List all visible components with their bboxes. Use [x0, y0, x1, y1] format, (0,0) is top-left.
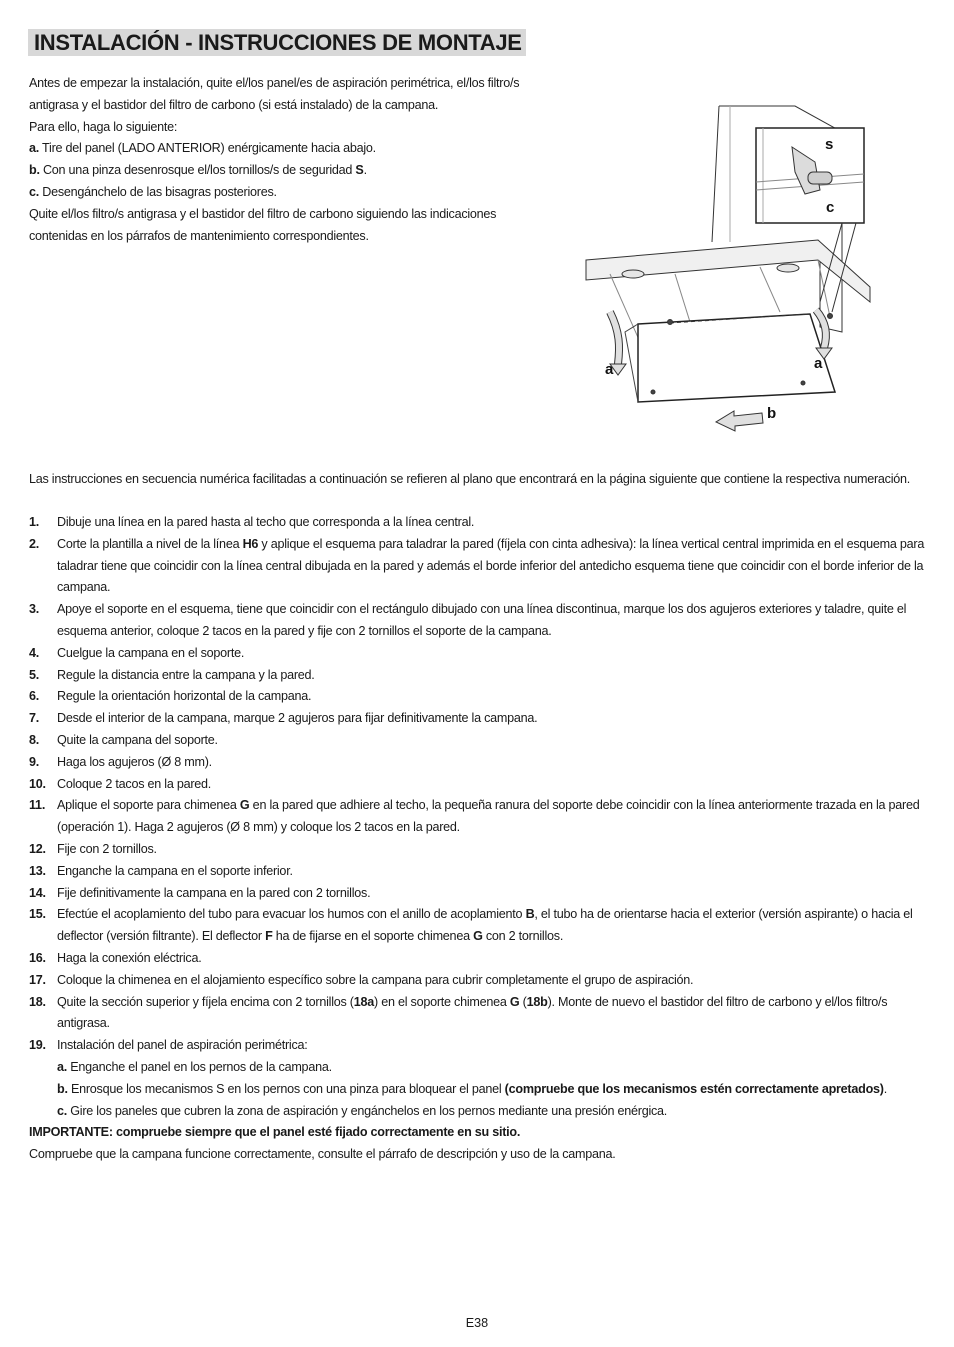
step-text [57, 795, 929, 839]
substep-label: b. [57, 1081, 68, 1096]
intro-line: Quite el/los filtro/s antigrasa y el bastidor del filtro de carbono siguiendo las indicaciones [29, 206, 497, 221]
step-bold: G [509, 994, 520, 1009]
step-text: Desde el interior de la campana, marque 2 agujeros para fijar definitivamente la campana. [57, 711, 538, 726]
substep-a [29, 1057, 929, 1079]
step-number: 4. [29, 645, 40, 660]
step-number: 15. [29, 907, 46, 922]
step-text: Regule la distancia entre la campana y la pared. [57, 667, 315, 682]
step-number: 2. [29, 536, 40, 551]
list-item [29, 992, 929, 1036]
substep-text: Enrosque los mecanismos S en los pernos con una pinza para bloquear el panel [67, 1081, 505, 1096]
step-text-end: . [363, 163, 367, 178]
step-bold: B [525, 907, 535, 922]
step-text-part: ha de fijarse en el soporte chimenea [272, 929, 474, 944]
step-text-part: ). Monte de nuevo el bastidor del filtro de carbono y el/los filtro/s antigrasa. [57, 994, 888, 1031]
substep-bold: (compruebe que los mecanismos estén correctamente apretados) [504, 1081, 884, 1096]
list-item [29, 904, 929, 948]
list-item [29, 774, 929, 796]
list-item [29, 970, 929, 992]
list-item [29, 534, 929, 599]
list-item [29, 1035, 929, 1057]
step-number: 17. [29, 972, 46, 987]
step-number: 6. [29, 689, 40, 704]
list-item [29, 948, 929, 970]
step-text: Regule la orientación horizontal de la campana. [57, 689, 312, 704]
step-number: 12. [29, 841, 46, 856]
step-text: Con una pinza desenrosque el/los tornillos/s de seguridad [42, 163, 353, 178]
step-text: Coloque la chimenea en el alojamiento específico sobre la campana para cubrir completamente el grupo de aspiración. [57, 972, 694, 987]
step-text: Haga la conexión eléctrica. [57, 950, 202, 965]
list-item [29, 752, 929, 774]
step-text [57, 534, 929, 599]
list-item [29, 883, 929, 905]
step-text-part: en la pared que adhiere al techo, la pequeña ranura del soporte debe coincidir con la línea anteriormente trazada en la pared (operación 1). Haga 2 agujeros (Ø 8 mm) y coloque los 2 tacos en la pared. [57, 798, 920, 835]
list-item [29, 599, 929, 643]
closing-note: Compruebe que la campana funcione correctamente, consulte el párrafo de descripción y uso de la campana. [29, 1147, 616, 1162]
step-text-part: y aplique el esquema para taladrar la pared (fíjela con cinta adhesiva): la línea vertical central imprimida en el esquema para taladrar tiene que coincidir con la línea central dibujada en la pared y además el borde inferior del antedicho esquema tiene que coincidir con el borde inferior de la campana. [57, 536, 925, 595]
step-number: 16. [29, 950, 46, 965]
substep-text: Gire los paneles que cubren la zona de aspiración y engánchelos en los pernos mediante una presión enérgica. [67, 1103, 668, 1118]
list-item [29, 512, 929, 534]
step-text-part: ) en el soporte chimenea [374, 994, 510, 1009]
hood-panel-removal-diagram [580, 102, 872, 436]
step-text: Desengánchelo de las bisagras posteriores. [42, 184, 277, 199]
substep-b [29, 1079, 929, 1101]
step-number: 14. [29, 885, 46, 900]
step-bold: F [265, 929, 273, 944]
label-a-left: a [605, 361, 614, 378]
list-item [29, 861, 929, 883]
step-bold: G [239, 798, 250, 813]
step-number: 7. [29, 711, 40, 726]
page-title: INSTALACIÓN - INSTRUCCIONES DE MONTAJE [28, 29, 526, 56]
intro-step-b [29, 160, 569, 182]
step-number: 1. [29, 515, 40, 529]
instruction-list [29, 512, 929, 1166]
step-bold: 18a [353, 994, 375, 1009]
step-label: a. [29, 141, 40, 156]
step-number: 3. [29, 602, 40, 617]
label-c: c [826, 199, 835, 216]
list-item [29, 686, 929, 708]
list-item [29, 795, 929, 839]
intro-line: antigrasa y el bastidor del filtro de carbono (si está instalado) de la campana. [29, 97, 439, 112]
step-bold: G [473, 929, 483, 944]
step-text: Haga los agujeros (Ø 8 mm). [57, 754, 212, 769]
substep-text: Enganche el panel en los pernos de la campana. [67, 1059, 332, 1074]
label-b: b [767, 405, 777, 422]
intro-line: contenidas en los párrafos de mantenimiento correspondientes. [29, 228, 369, 243]
label-a-right: a [814, 355, 823, 372]
substep-label: a. [57, 1059, 68, 1074]
step-text: Enganche la campana en el soporte inferior. [57, 863, 293, 878]
list-item [29, 839, 929, 861]
page-number: E38 [465, 1316, 489, 1330]
substep-c [29, 1101, 929, 1123]
label-s: s [825, 136, 834, 153]
substep-text-end: . [883, 1081, 887, 1096]
important-note: IMPORTANTE: compruebe siempre que el panel esté fijado correctamente en su sitio. [29, 1125, 521, 1140]
step-text: Apoye el soporte en el esquema, tiene que coincidir con el rectángulo dibujado con una línea discontinua, marque los dos agujeros exteriores y taladre, quite el esquema anterior, coloque 2 tacos en la pared y fije con 2 tornillos el soporte de la campana. [57, 602, 907, 638]
intro-step-c [29, 182, 569, 204]
step-number: 19. [29, 1038, 46, 1053]
step-text: Dibuje una línea en la pared hasta al techo que corresponda a la línea central. [57, 515, 475, 529]
substep-label: c. [57, 1103, 68, 1118]
list-item [29, 643, 929, 665]
step-number: 18. [29, 994, 46, 1009]
step-text-part: ( [519, 994, 527, 1009]
list-item [29, 708, 929, 730]
step-text: Coloque 2 tacos en la pared. [57, 776, 212, 791]
step-text-part: , el tubo ha de orientarse hacia el exterior (versión aspirante) o hacia el deflector (versión filtrante). El deflector [57, 907, 913, 944]
step-number: 10. [29, 776, 46, 791]
list-item [29, 665, 929, 687]
step-number: 8. [29, 732, 40, 747]
step-bold: 18b [526, 994, 548, 1009]
step-text: Fije con 2 tornillos. [57, 841, 157, 856]
step-text [57, 992, 929, 1036]
step-text: Fije definitivamente la campana en la pared con 2 tornillos. [57, 885, 371, 900]
intro-line: Antes de empezar la instalación, quite el/los panel/es de aspiración perimétrica, el/los filtro/s [29, 76, 520, 90]
step-text-part: Aplique el soporte para chimenea [57, 798, 240, 813]
step-text-part: con 2 tornillos. [482, 929, 564, 944]
step-label: b. [29, 163, 40, 178]
step-number: 13. [29, 863, 46, 878]
list-intro: Las instrucciones en secuencia numérica facilitadas a continuación se refieren al plano que encontrará en la página siguiente que contiene la respectiva numeración. [29, 472, 911, 486]
step-bold: S [355, 163, 364, 178]
step-number: 5. [29, 667, 40, 682]
step-number: 11. [29, 798, 46, 813]
intro-section [29, 73, 569, 247]
step-text: Instalación del panel de aspiración perimétrica: [57, 1038, 308, 1053]
step-number: 9. [29, 754, 40, 769]
step-bold: H6 [242, 536, 259, 551]
step-text-part: Quite la sección superior y fíjela encima con 2 tornillos ( [57, 994, 354, 1009]
step-text: Quite la campana del soporte. [57, 732, 218, 747]
step-text-part: Efectúe el acoplamiento del tubo para evacuar los humos con el anillo de acoplamiento [57, 907, 526, 922]
intro-line: Para ello, haga lo siguiente: [29, 119, 178, 134]
step-text: Cuelgue la campana en el soporte. [57, 645, 245, 660]
step-text-part: Corte la plantilla a nivel de la línea [57, 536, 243, 551]
intro-step-a [29, 138, 569, 160]
step-text: Tire del panel (LADO ANTERIOR) enérgicamente hacia abajo. [42, 141, 376, 156]
step-label: c. [29, 184, 40, 199]
step-text [57, 904, 929, 948]
list-item [29, 730, 929, 752]
